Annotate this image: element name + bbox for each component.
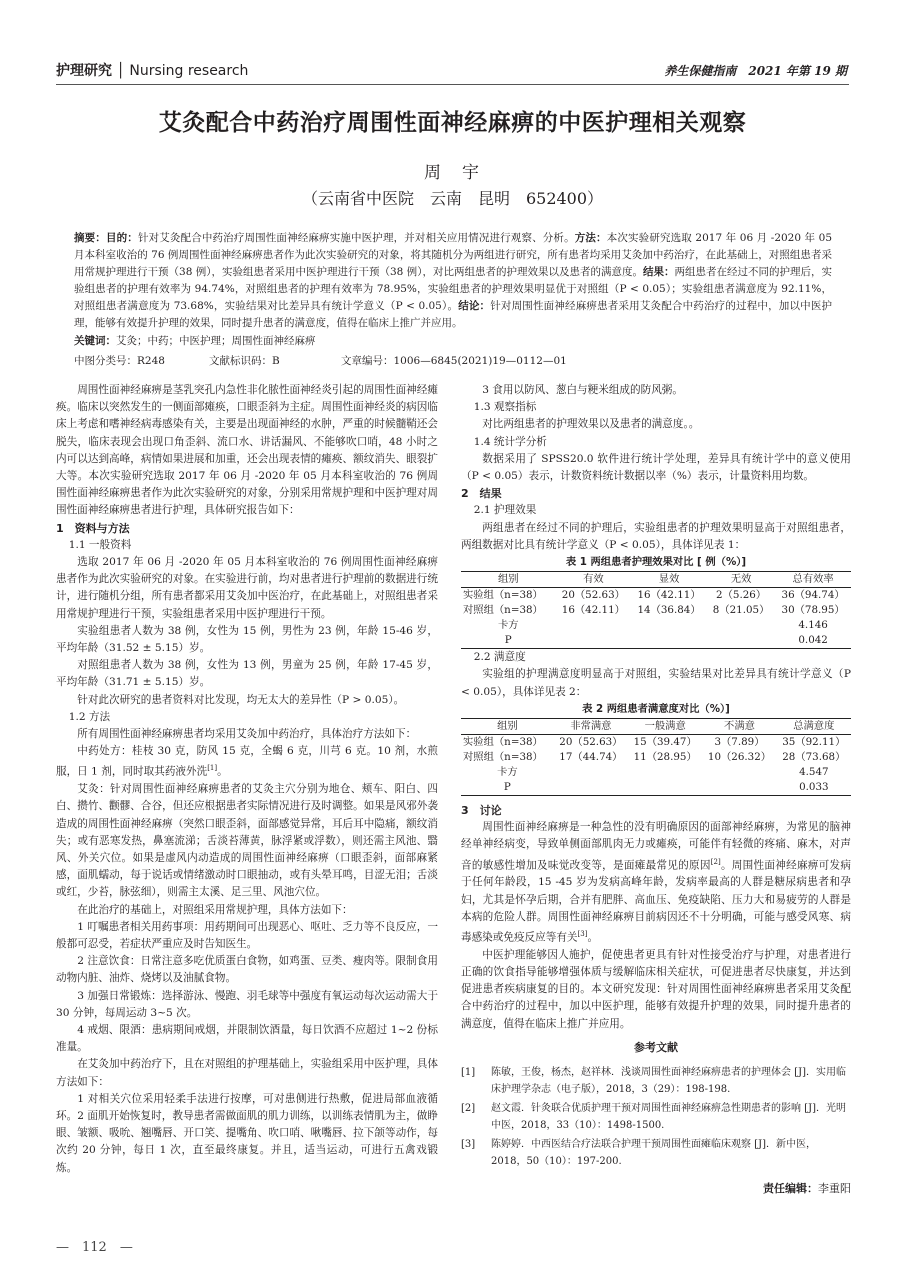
responsible-editor: 责任编辑：李重阳 [763,1181,851,1195]
table-row: 对照组（n=38） 17（44.74） 11（28.95） 10（26.32） 28（73.68） [463,751,846,764]
subsection-heading: 2.1 护理效果 [473,504,537,517]
table-header: 有效 [556,572,632,588]
table-header: 总满意度 [777,719,851,735]
table-2 [461,701,851,796]
table-header: 组别 [461,719,554,735]
author: 周 宇 [424,163,481,183]
right-column [461,382,851,1197]
table-header: 非常满意 [554,719,628,735]
paragraph: 2 注意饮食：日常注意多吃优质蛋白食物，如鸡蛋、豆类、瘦肉等。限制食用动物内脏、油炸、烧烤以及油腻食物。 [56,955,438,985]
paragraph: 1 叮嘱患者相关用药事项：用药期间可出现恶心、呕吐、乏力等不良反应，一般都可忍受，若症状严重应及时告知医生。 [56,920,438,951]
article-title: 艾灸配合中药治疗周围性面神经麻痹的中医护理相关观察 [158,110,747,136]
subsection-heading: 1.2 方法 [68,710,111,723]
paragraph: 两组患者在经过不同的护理后，实验组患者的护理效果明显高于对照组患者，两组数据对比具有统计学意义（P < 0.05），具体详见表 1： [461,521,851,551]
section-heading: 3 讨论 [461,804,502,818]
paragraph: 中药处方：桂枝 30 克，防风 15 克，全蝎 6 克，川芎 6 克。10 剂，水煎服，日 1 剂，同时取其药液外洗[1]。 [56,745,438,778]
references-heading: 参考文献 [634,1040,678,1054]
table-row: P 0.042 [461,633,851,649]
paragraph: 数据采用了 SPSS20.0 软件进行统计学处理，差异具有统计学中的意义使用（P < 0.05）表示，计数资料统计数据以率（%）表示，计量资料用均数。 [461,452,851,483]
table-row: 实验组（n=38） 20（52.63） 16（42.11） 2（5.26） 36（94.74） [463,589,845,602]
paragraph: 在艾灸加中药治疗下，且在对照组的护理基础上，实验组采用中医护理，具体方法如下： [56,1058,438,1088]
paragraph: 艾灸：针对周围性面神经麻痹患者的艾灸主穴分别为地仓、颊车、阳白、四白、攒竹、颧髎、合谷，但还应根据患者实际情况进行及时调整。如果是风邪外袭造成的周围性面神经麻痹（突然口眼歪斜，面部感觉异常，耳后耳中隐痛，额纹消失；或有恶寒发热，鼻塞流涕；舌淡苔薄黄，脉浮紧或浮数），则还需主风池、翳风、外关穴位。如果是虚风内动造成的周围性面神经麻痹（口眼歪斜，面部麻紧感，面肌蠕动，每于说话或情绪激动时口眼抽动，或有头晕耳鸣，目涩无泪；舌淡或红，少苔，脉弦细），则需主太溪、足三里、风池穴位。 [56,783,438,899]
classification-line: 中图分类号：R248 文献标识码：B 文章编号：1006—6845(2021)19—0112—01 [74,355,567,367]
paragraph: 4 戒烟、限酒：患病期间戒烟，并限制饮酒量，每日饮酒不应超过 1~2 份标准量。 [56,1024,438,1054]
table-row: 卡方 4.547 [497,766,829,779]
page-number: — 112 — [56,1240,133,1255]
reference-item: [2] 赵文霞．针灸联合优质护理干预对周围性面神经麻痹急性期患者的影响 [J]．光明中医，2018，33（10）：1498-1500. [461,1102,846,1131]
table-header: 无效 [707,572,775,588]
paragraph: 实验组患者人数为 38 例，女性为 15 例，男性为 23 例，年龄 15-46 岁，平均年龄（31.52 ± 5.15）岁。 [56,624,438,655]
abstract: 摘要：目的：针对艾灸配合中药治疗周围性面神经麻痹实施中医护理，并对相关应用情况进行观察、分析。方法：本次实验研究选取 2017 年 06 月 -2020 年 05 月本科室收治的 76 例周围性面神经麻痹患者作为此次实验研究的对象，将其随机分为两组进行研究，所有患者均采用艾灸加中药治疗，在此基础上，对照组患者采用常规护理进行干预（38 例），实验组患者采用中医护理进行干预（38 例），对比两组患者的护理效果以及患者的满意度。结果：两组患者在经过不同的护理后，实验组患者的护理有效率为 94.74%，对照组患者的护理有效率为 78.95%，实验组患者的护理效果明显优于对照组（P < 0.05）；实验组患者满意度为 92.11%，对照组患者满意度为 73.68%，实验结果对比差异具有统计学意义（P < 0.05）。结论：针对周围性面神经麻痹患者采用艾灸配合中药治疗的过程中，加以中医护理，能够有效提升护理的效果，同时提升患者的满意度，值得在临床上推广并应用。 [74,232,833,329]
table-1 [461,554,851,649]
table-header: 一般满意 [628,719,702,735]
subsection-heading: 1.3 观察指标 [473,401,537,414]
paragraph: 对比两组患者的护理效果以及患者的满意度。。 [482,418,700,431]
section-heading: 2 结果 [461,487,502,501]
table-row: P 0.033 [461,780,851,796]
intro-paragraph: 周围性面神经麻痹是茎乳突孔内急性非化脓性面神经炎引起的周围性面神经瘫痪。临床以突然发生的一侧面部瘫痪，口眼歪斜为主症。周围性面神经炎的病因临床上考虑和嗜神经病毒感染有关，主要是出现面神经的水肿，严重的时候髓鞘还会脱失，临床表现会出现口角歪斜、流口水、讲话漏风、不能够吹口哨，48 小时之内可以达到高峰，病情如果进展和加重，还会出现表情的瘫痪、额纹消失、眼裂扩大等。本次实验研究选取 2017 年 06 月 -2020 年 05 月本科室收治的 76 例周围性面神经麻痹患者作为此次实验研究的对象，分别采用常规护理和中医护理对周围性面神经麻痹患者进行护理，具体研究报告如下： [56,384,438,517]
paragraph: 中医护理能够因人施护，促使患者更具有针对性接受治疗与护理，对患者进行正确的饮食指导能够增强体质与缓解临床相关症状，可促进患者尽快康复，并达到促进患者疾病康复的目的。本文研究发现：针对周围性面神经麻痹患者采用艾灸配合中药治疗的过程中，加以中医护理，能够有效提升护理的效果，同时提升患者的满意度，值得在临床上推广并应用。 [461,948,851,1030]
paragraph: 针对此次研究的患者资料对比发现，均无太大的差异性（P > 0.05）。 [77,693,405,706]
table-header: 显效 [631,572,707,588]
paragraph: 1 对相关穴位采用轻柔手法进行按摩，可对患侧进行热敷，促进局部血液循环。2 面肌开始恢复时，教导患者需做面肌的肌力训练，以训练表情肌为主，做睁眼、皱额、吸吮、翘嘴唇、开口笑、提嘴角、吹口哨、啾嘴唇、拉下颌等动作，每次约 20 分钟，每日 1 次，直至最终康复。并且，适当运动，可进行五禽戏锻炼。 [56,1092,438,1174]
subsection-heading: 1.4 统计学分析 [473,435,547,448]
reference-item: [3] 陈婷婷．中西医结合疗法联合护理干预周围性面瘫临床观察 [J]．新中医，2018，50（10）：197-200. [461,1138,816,1167]
paragraph: 对照组患者人数为 38 例，女性为 13 例，男童为 25 例，年龄 17-45 岁，平均年龄（31.71 ± 5.15）岁。 [56,659,438,689]
paragraph: 选取 2017 年 06 月 -2020 年 05 月本科室收治的 76 例周围性面神经麻痹患者作为此次实验研究的对象。在实验进行前，均对患者进行护理前的数据进行统计，进行随机分组，所有患者都采用艾灸加中医治疗，在此基础上，对照组患者采用常规护理进行干预，实验组患者采用中医护理进行干预。 [56,556,438,620]
table-header: 总有效率 [775,572,851,588]
table-caption: 表 1 两组患者护理效果对比 [ 例（%）] [565,556,747,569]
table-row: 卡方 4.146 [497,619,828,632]
table-caption: 表 2 两组患者满意度对比（%）] [582,702,730,715]
table-header: 不满意 [702,719,776,735]
reference-item: [1] 陈敏，王俊，杨杰，赵祥林．浅谈周围性面神经麻痹患者的护理体会 [J]．实用临床护理学杂志（电子版），2018，3（29）：198-198. [461,1066,846,1095]
table-row: 对照组（n=38） 16（42.11） 14（36.84） 8（21.05） 30（78.95） [463,604,845,617]
paragraph: 3 食用以防风、葱白与粳米组成的防风粥。 [482,384,683,396]
subsection-heading: 2.2 满意度 [473,651,526,664]
journal-section-label: 护理研究 │ Nursing research [56,63,249,79]
affiliation: （云南省中医院 云南 昆明 652400） [301,189,604,208]
paragraph: 在此治疗的基础上，对照组采用常规护理，具体方法如下： [77,903,353,916]
table-header: 组别 [461,572,556,588]
header-rule [56,84,849,85]
table-row: 实验组（n=38） 20（52.63） 15（39.47） 3（7.89） 35（92.11） [463,736,846,749]
paragraph: 3 加强日常锻炼：选择游泳、慢跑、羽毛球等中强度有氧运动每次运动需大于 30 分钟，每周运动 3~5 次。 [56,989,438,1019]
section-heading: 1 资料与方法 [56,521,130,535]
journal-issue: 养生保健指南 2021 年第 19 期 [664,64,847,78]
subsection-heading: 1.1 一般资料 [68,538,132,551]
keywords: 关键词：艾灸；中药；中医护理；周围性面神经麻痹 [74,335,316,347]
paragraph: 周围性面神经麻痹是一种急性的没有明确原因的面部神经麻痹，为常见的脑神经单神经病变，导致单侧面部肌肉无力或瘫痪，可能伴有轻微的疼痛、麻木，对声音的敏感性增加及味觉改变等，是面瘫最常见的原因[2]。周围性面神经麻痹可发病于任何年龄段，15 -45 岁为发病高峰年龄，发病率最高的人群是糖尿病患者和孕妇，尤其是怀孕后期，合并有肥胖、高血压、免疫缺陷、压力大和易疲劳的人群是本病的危险人群。周围性面神经麻痹目前病因还不十分明确，可能与感受风寒、病毒感染或免疫反应等有关[3]。 [461,821,851,944]
paragraph: 实验组的护理满意度明显高于对照组，实验结果对比差异具有统计学意义（P < 0.05），具体详见表 2： [461,668,851,698]
paragraph: 所有周围性面神经麻痹患者均采用艾灸加中药治疗，具体治疗方法如下： [77,728,417,741]
left-column [56,382,438,1177]
